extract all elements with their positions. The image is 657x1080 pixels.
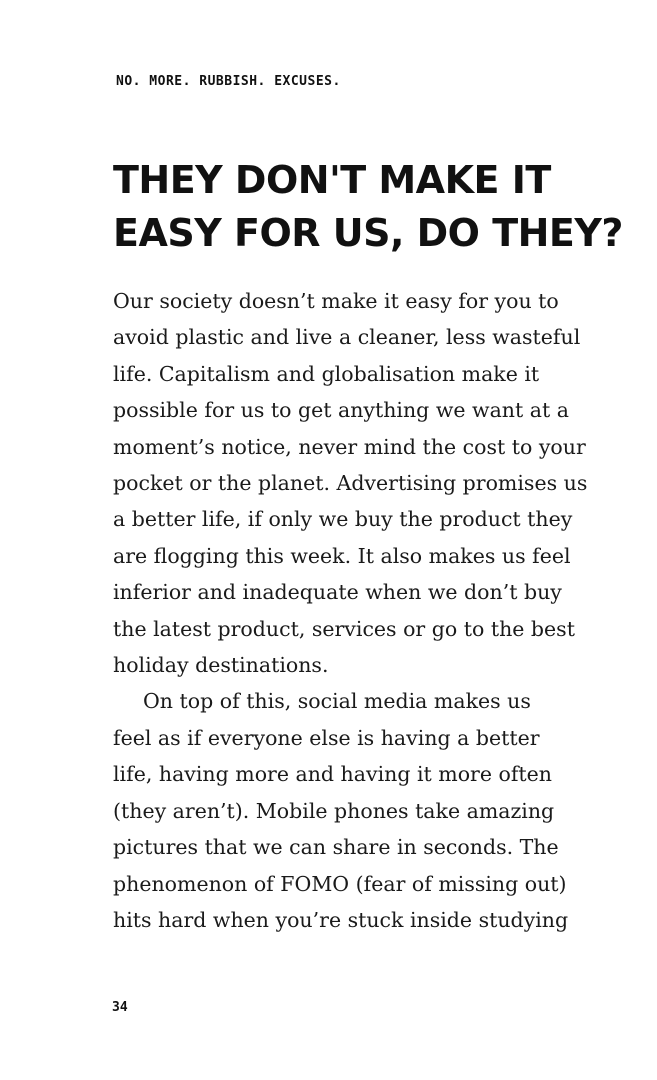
chapter-title-line: EASY FOR US, DO THEY? <box>113 211 623 255</box>
body-line: hits hard when you’re stuck inside studying <box>113 907 569 932</box>
body-line: pocket or the planet. Advertising promises us <box>113 471 588 496</box>
body-line: life. Capitalism and globalisation make it <box>113 361 540 386</box>
body-line: phenomenon of FOMO (fear of missing out) <box>113 871 567 896</box>
body-line: moment’s notice, never mind the cost to your <box>113 434 586 459</box>
body-line: feel as if everyone else is having a better <box>113 725 540 750</box>
body-text <box>113 283 588 938</box>
body-line: On top of this, social media makes us <box>143 689 531 714</box>
body-line: the latest product, services or go to the best <box>113 616 575 641</box>
running-head: NO. MORE. RUBBISH. EXCUSES. <box>116 74 341 89</box>
page-number: 34 <box>112 1000 128 1015</box>
chapter-title-line: THEY DON'T MAKE IT <box>113 158 551 202</box>
body-line: Our society doesn’t make it easy for you to <box>113 289 559 313</box>
body-line: are flogging this week. It also makes us feel <box>113 543 571 568</box>
body-line: a better life, if only we buy the product they <box>113 507 573 532</box>
body-line: avoid plastic and live a cleaner, less wasteful <box>113 325 581 350</box>
body-line: (they aren’t). Mobile phones take amazing <box>113 798 555 823</box>
body-line: inferior and inadequate when we don’t buy <box>113 580 562 605</box>
body-line: holiday destinations. <box>113 653 329 678</box>
body-line: possible for us to get anything we want at a <box>113 398 569 423</box>
body-line: pictures that we can share in seconds. The <box>113 835 559 860</box>
chapter-title <box>113 154 623 260</box>
body-line: life, having more and having it more often <box>113 762 553 787</box>
